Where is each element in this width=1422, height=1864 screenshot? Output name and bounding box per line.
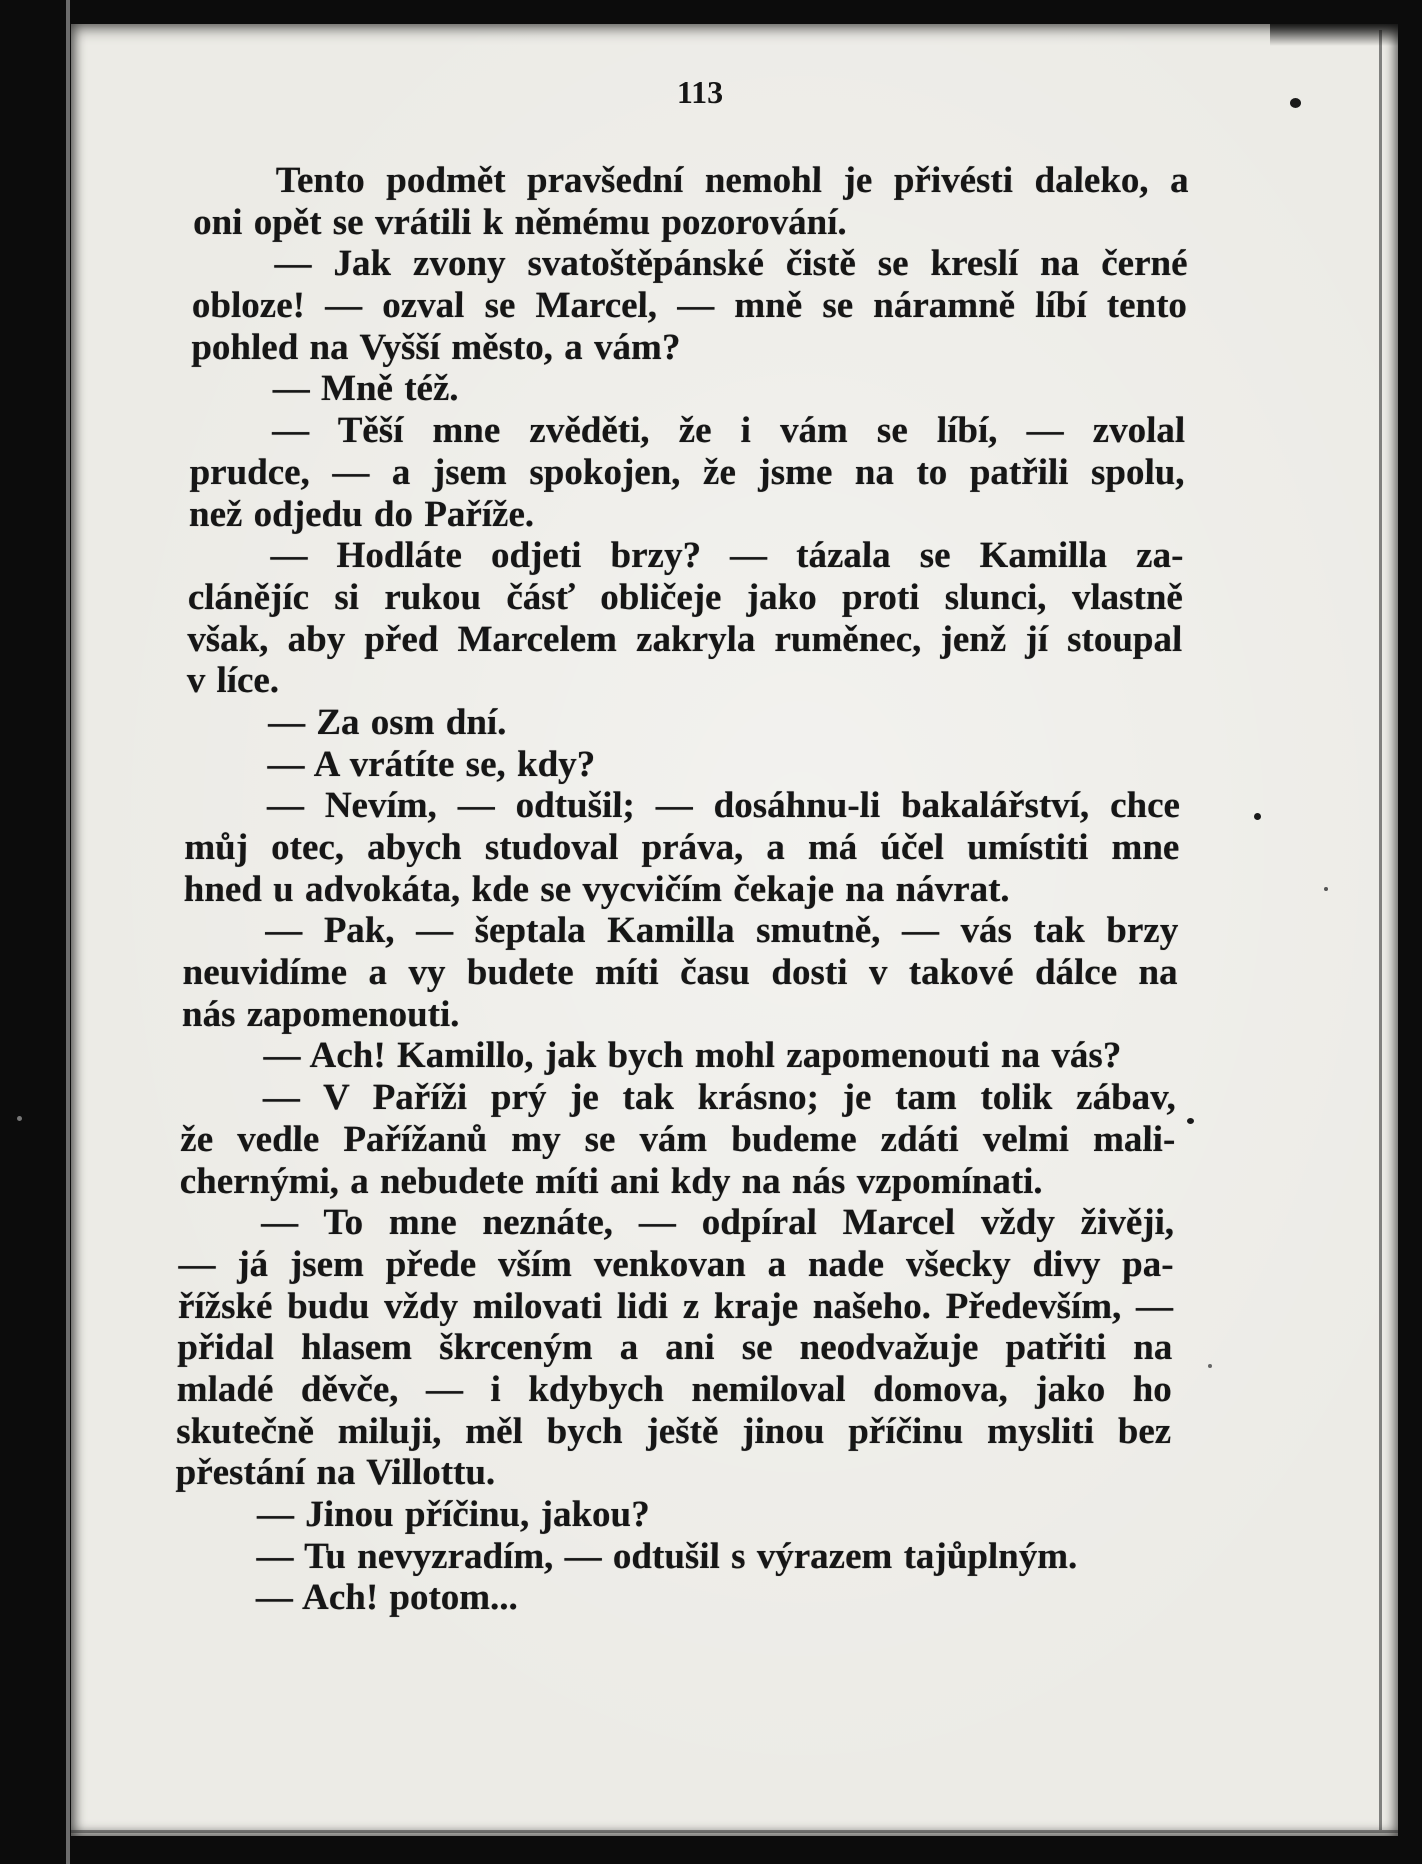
text-line: skutečně miluji, měl bych ještě jinou příčinu mysliti bez (175, 1410, 1172, 1452)
paragraph (186, 702, 1182, 744)
text-line: neuvidíme a vy budete míti času dosti v takové dálce na (182, 952, 1178, 994)
text-line: — V Paříži prý je tak krásno; je tam tolik zábav, (262, 1077, 1177, 1119)
text-line: — Hodláte odjeti brzy? — tázala se Kamilla za- (270, 535, 1184, 577)
text-line: však, aby před Marcelem zakryla ruměnec, jenž jí stoupal (187, 618, 1183, 660)
paragraph (185, 744, 1181, 786)
paragraph (174, 1577, 1170, 1619)
paragraph (191, 243, 1188, 368)
ink-speck (1290, 98, 1301, 108)
text-line: obloze! — ozval se Marcel, — mně se náramně líbí tento (191, 285, 1188, 327)
paragraph (189, 410, 1186, 535)
ink-speck (17, 1116, 22, 1121)
text-line: — Ach! potom... (255, 1577, 519, 1619)
text-line: — A vrátíte se, kdy? (267, 743, 596, 785)
paragraph (193, 160, 1189, 243)
paragraph (184, 785, 1181, 910)
page-number: 113 (676, 74, 724, 110)
text-line: oni opět se vrátili k němému pozorování. (192, 201, 848, 243)
text-line: můj otec, abych studoval práva, a má účel umístiti mne (184, 827, 1180, 868)
paragraph (175, 1494, 1171, 1536)
scan-border-left-edge (66, 0, 70, 1864)
text-line: — Pak, — šeptala Kamilla smutně, — vás tak brzy (264, 910, 1179, 952)
text-line: než odjedu do Paříže. (188, 493, 535, 535)
ink-speck (1187, 1118, 1194, 1124)
text-line: — já jsem přede vším venkovan a nade všecky divy pa- (178, 1243, 1174, 1285)
paragraph (191, 368, 1187, 410)
scan-smudge (1270, 24, 1398, 46)
ink-speck (1254, 813, 1261, 820)
text-line: hned u advokáta, kde se vycvičím čekaje na návrat. (183, 868, 1011, 910)
text-line: — Těší mne zvěděti, že i vám se líbí, — zvolal (271, 410, 1186, 452)
paragraph (174, 1536, 1170, 1578)
paragraph (186, 535, 1183, 702)
paragraph (181, 1035, 1177, 1077)
text-line: chernými, a nebudete míti ani kdy na nás vzpomínati. (179, 1160, 1044, 1202)
paragraph (182, 910, 1179, 1035)
text-line: clánějíc si rukou čásť obličeje jako proti slunci, vlastně (187, 576, 1184, 618)
text-line: — Ach! Kamillo, jak bych mohl zapomenouti na vás? (263, 1035, 1122, 1077)
text-line: Tento podmět pravšední nemohl je přivésti daleko, a (275, 160, 1189, 201)
text-line: mladé děvče, — i kdybych nemiloval domova, jako ho (176, 1368, 1173, 1410)
page-text (174, 160, 1189, 1619)
text-line: řížské budu vždy milovati lidi z kraje našeho. Především, — (177, 1285, 1174, 1327)
text-line: — Jak zvony svatoštěpánské čistě se kreslí na černé (274, 243, 1188, 285)
text-line: pohled na Vyšší město, a vám? (191, 326, 681, 368)
text-line: že vedle Pařížanů my se vám budeme zdáti velmi mali- (180, 1118, 1176, 1160)
text-line: — Jinou příčinu, jakou? (256, 1494, 650, 1535)
scan-border-bottom-edge (71, 1830, 1398, 1833)
ink-speck (1208, 1364, 1212, 1368)
text-line: prudce, — a jsem spokojen, že jsme na to patřili spolu, (189, 451, 1185, 493)
ink-speck (1324, 887, 1328, 891)
text-line: přidal hlasem škrceným a ani se neodvažuje patřiti na (177, 1327, 1173, 1369)
text-line: — Mně též. (272, 368, 459, 410)
text-line: v líce. (186, 660, 280, 702)
text-line: — Tu nevyzradím, — odtušil s výrazem tajůplným. (256, 1535, 1078, 1577)
text-line: přestání na Villottu. (175, 1452, 496, 1494)
text-line: nás zapomenouti. (181, 993, 460, 1035)
paragraph (175, 1202, 1174, 1494)
scan-border-right-edge (1379, 30, 1382, 1830)
text-line: — Nevím, — odtušil; — dosáhnu-li bakalářství, chce (266, 785, 1181, 827)
text-line: — To mne neznáte, — odpíral Marcel vždy živěji, (260, 1202, 1175, 1244)
text-line: — Za osm dní. (267, 701, 507, 743)
paragraph (179, 1077, 1176, 1202)
